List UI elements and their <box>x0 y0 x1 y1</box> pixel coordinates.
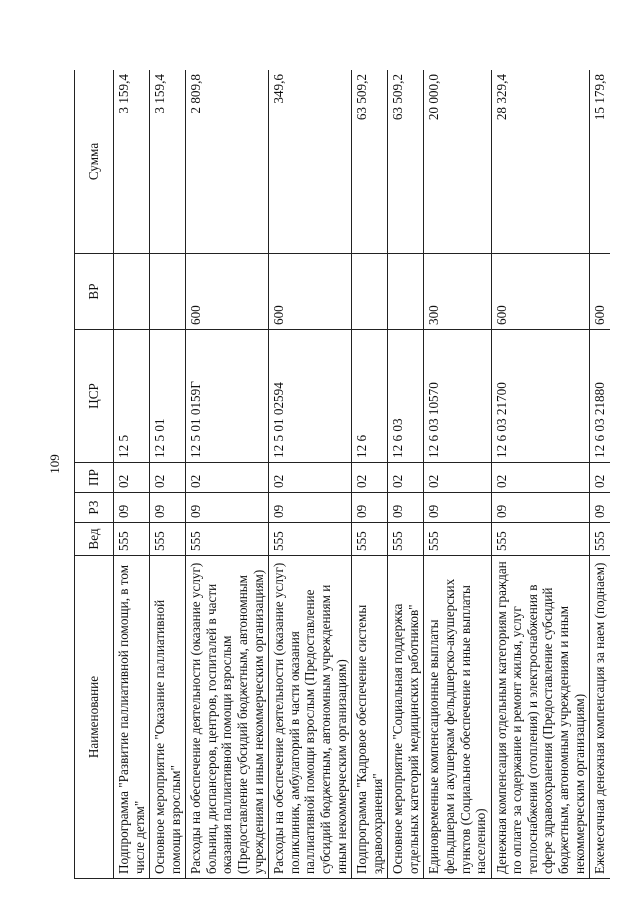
cell-rz: 09 <box>269 493 352 523</box>
cell-name: Денежная компенсация отдельным категориям граждан по оплате за содержание и ремонт жилья, услуг теплоснабжения (отопления) и электроснабжения в сфере здравоохранения (Предоставление субсидий бюджетным, автономным учреждениям и иным некоммерческим организациям) <box>491 556 589 879</box>
cell-pr: 02 <box>114 463 150 493</box>
cell-rz: 09 <box>590 493 610 523</box>
cell-csr: 12 5 01 <box>150 330 186 463</box>
cell-vr <box>150 254 186 330</box>
table-row <box>388 70 424 879</box>
cell-ved: 555 <box>491 523 589 556</box>
table-row <box>150 70 186 879</box>
cell-rz: 09 <box>491 493 589 523</box>
budget-table <box>74 70 610 879</box>
rotated-table-content <box>74 70 610 879</box>
cell-csr: 12 5 <box>114 330 150 463</box>
cell-sum: 2 809,8 <box>186 70 269 254</box>
cell-pr: 02 <box>186 463 269 493</box>
cell-pr: 02 <box>491 463 589 493</box>
cell-csr: 12 6 <box>352 330 388 463</box>
header-name: Наименование <box>75 556 114 879</box>
cell-rz: 09 <box>424 493 491 523</box>
cell-ved: 555 <box>269 523 352 556</box>
page-number: 109 <box>47 454 62 474</box>
header-vr: ВР <box>75 254 114 330</box>
cell-rz: 09 <box>150 493 186 523</box>
cell-sum: 349,6 <box>269 70 352 254</box>
header-rz: РЗ <box>75 493 114 523</box>
cell-csr: 12 6 03 21700 <box>491 330 589 463</box>
table-row <box>269 70 352 879</box>
cell-ved: 555 <box>424 523 491 556</box>
cell-vr: 300 <box>424 254 491 330</box>
cell-vr <box>114 254 150 330</box>
table-row <box>590 70 610 879</box>
cell-ved: 555 <box>590 523 610 556</box>
cell-ved: 555 <box>186 523 269 556</box>
cell-csr: 12 5 01 0159Г <box>186 330 269 463</box>
cell-ved: 555 <box>388 523 424 556</box>
table-row <box>352 70 388 879</box>
cell-sum: 63 509,2 <box>352 70 388 254</box>
cell-csr: 12 6 03 21880 <box>590 330 610 463</box>
cell-name: Единовременные компенсационные выплаты фельдшерам и акушеркам фельдшерско-акушерских пунктов (Социальное обеспечение и иные выплаты населению) <box>424 556 491 879</box>
cell-name: Расходы на обеспечение деятельности (оказание услуг) больниц, диспансеров, центров, госпиталей в части оказания паллиативной помощи взрослым (Предоставление субсидий бюджетным, автономным учреждениям и иным некоммерческим организациям) <box>186 556 269 879</box>
cell-vr: 600 <box>186 254 269 330</box>
cell-ved: 555 <box>352 523 388 556</box>
table-header-row <box>75 70 114 879</box>
cell-name: Расходы на обеспечение деятельности (оказание услуг) поликлиник, амбулаторий в части оказания паллиативной помощи взрослым (Предоставление субсидий бюджетным, автономным учреждениям и иным некоммерческим организациям) <box>269 556 352 879</box>
rotated-table-frame <box>74 70 610 879</box>
cell-pr: 02 <box>424 463 491 493</box>
cell-sum: 3 159,4 <box>150 70 186 254</box>
cell-name: Подпрограмма "Развитие паллиативной помощи, в том числе детям" <box>114 556 150 879</box>
cell-pr: 02 <box>352 463 388 493</box>
cell-name: Основное мероприятие "Социальная поддержка отдельных категорий медицинских работников" <box>388 556 424 879</box>
cell-vr <box>388 254 424 330</box>
cell-vr: 600 <box>491 254 589 330</box>
cell-sum: 28 329,4 <box>491 70 589 254</box>
cell-pr: 02 <box>590 463 610 493</box>
cell-rz: 09 <box>388 493 424 523</box>
cell-ved: 555 <box>150 523 186 556</box>
cell-sum: 20 000,0 <box>424 70 491 254</box>
header-sum: Сумма <box>75 70 114 254</box>
cell-pr: 02 <box>269 463 352 493</box>
header-csr: ЦСР <box>75 330 114 463</box>
cell-sum: 15 179,8 <box>590 70 610 254</box>
header-pr: ПР <box>75 463 114 493</box>
cell-ved: 555 <box>114 523 150 556</box>
cell-rz: 09 <box>352 493 388 523</box>
cell-sum: 63 509,2 <box>388 70 424 254</box>
table-row <box>186 70 269 879</box>
cell-pr: 02 <box>150 463 186 493</box>
cell-name: Подпрограмма "Кадровое обеспечение системы здравоохранения" <box>352 556 388 879</box>
table-row <box>114 70 150 879</box>
cell-name: Ежемесячная денежная компенсация за наем (поднаем) <box>590 556 610 879</box>
cell-rz: 09 <box>186 493 269 523</box>
cell-rz: 09 <box>114 493 150 523</box>
cell-csr: 12 5 01 02594 <box>269 330 352 463</box>
cell-csr: 12 6 03 <box>388 330 424 463</box>
table-row <box>424 70 491 879</box>
cell-csr: 12 6 03 10570 <box>424 330 491 463</box>
cell-sum: 3 159,4 <box>114 70 150 254</box>
cell-vr: 600 <box>269 254 352 330</box>
cell-vr: 600 <box>590 254 610 330</box>
table-row <box>491 70 589 879</box>
cell-name: Основное мероприятие "Оказание паллиативной помощи взрослым" <box>150 556 186 879</box>
cell-pr: 02 <box>388 463 424 493</box>
cell-vr <box>352 254 388 330</box>
header-ved: Вед <box>75 523 114 556</box>
